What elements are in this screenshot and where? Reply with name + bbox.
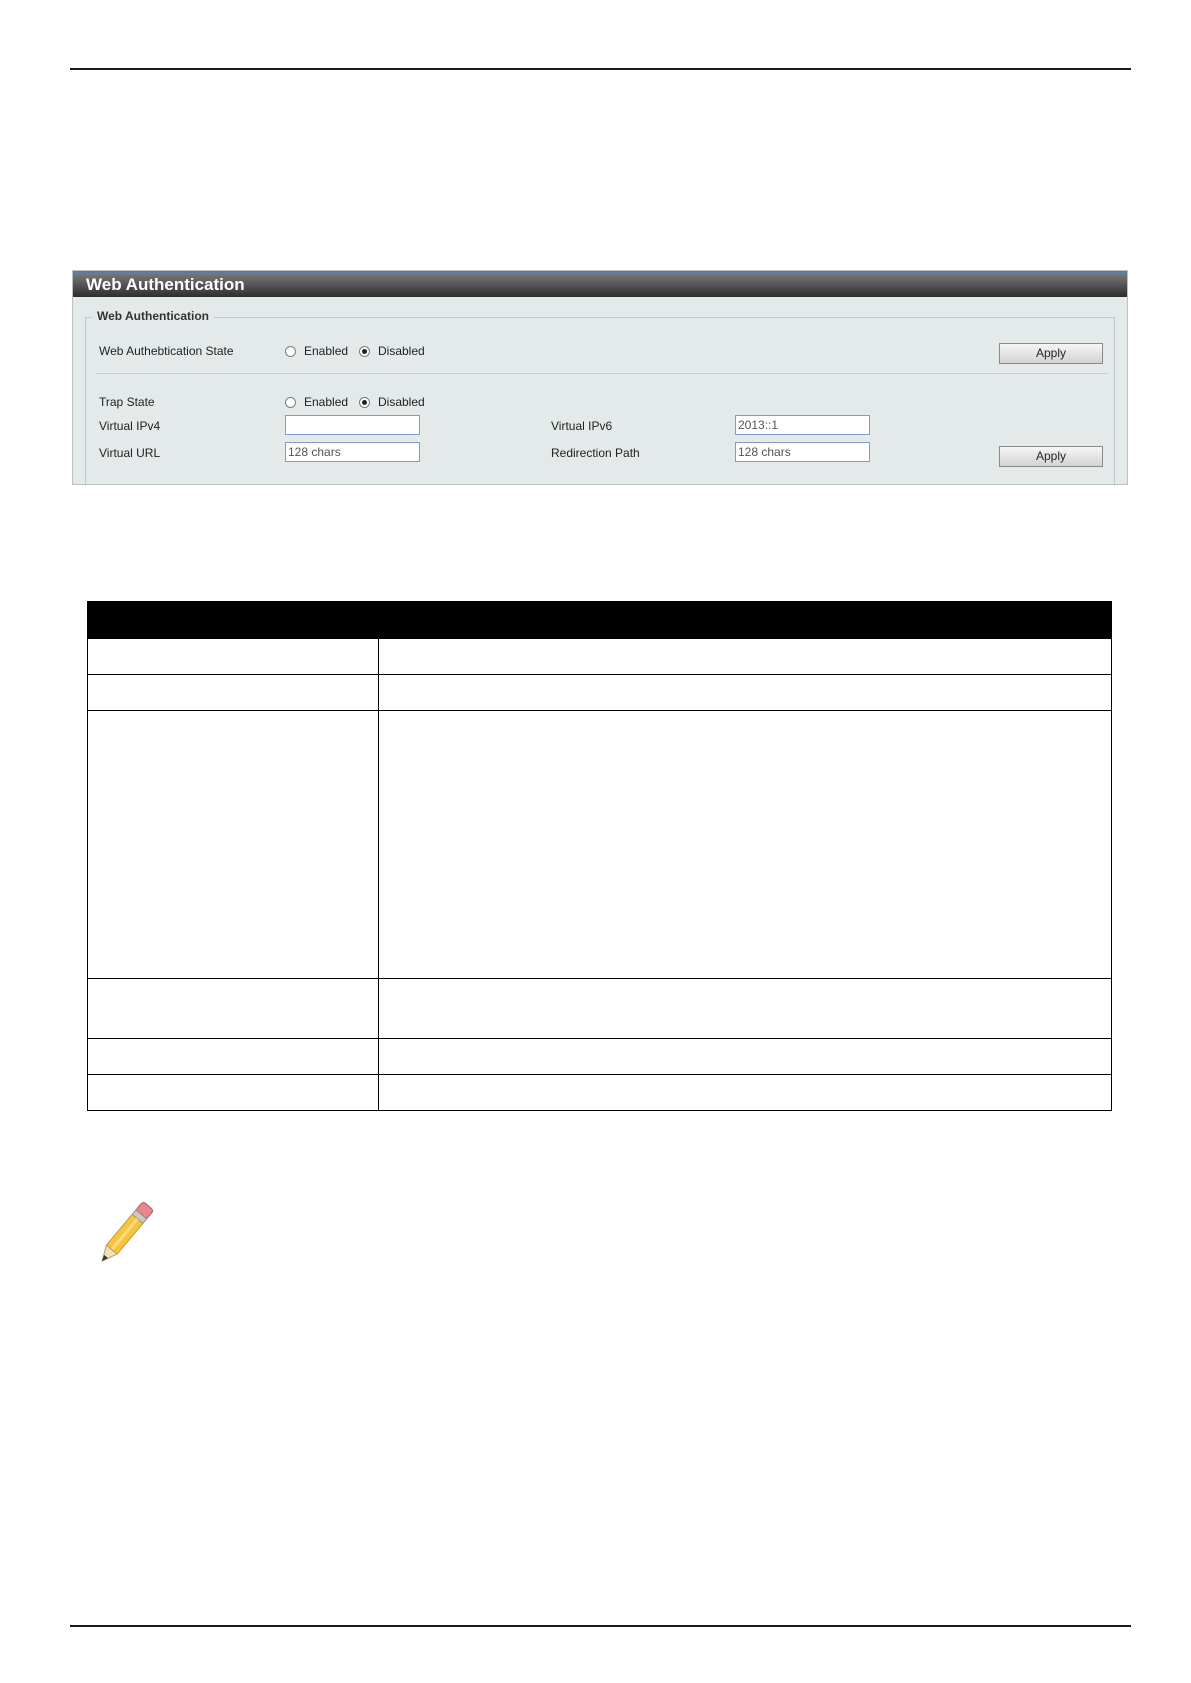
- trap-state-enabled-radio[interactable]: [285, 397, 296, 408]
- table-header-row: [88, 602, 1112, 639]
- section-divider: [96, 373, 1108, 374]
- parameter-table: [87, 601, 1112, 1111]
- table-row: [88, 711, 1112, 979]
- web-auth-state-disabled-label[interactable]: Disabled: [378, 344, 425, 358]
- table-row: [88, 979, 1112, 1039]
- table-row: [88, 639, 1112, 675]
- web-auth-state-disabled-radio[interactable]: [359, 346, 370, 357]
- web-auth-state-enabled-radio[interactable]: [285, 346, 296, 357]
- table-cell: [379, 675, 1112, 711]
- table-row: [88, 1075, 1112, 1111]
- web-authentication-fieldset: [85, 309, 1115, 486]
- table-cell: [88, 1075, 379, 1111]
- table-header-cell: [88, 602, 379, 639]
- table-cell: [379, 1039, 1112, 1075]
- virtual-ipv4-input[interactable]: [285, 415, 420, 435]
- table-header-cell: [379, 602, 1112, 639]
- redirection-path-input[interactable]: 128 chars: [735, 442, 870, 462]
- web-auth-state-enabled-label[interactable]: Enabled: [304, 344, 349, 358]
- table-cell: [379, 1075, 1112, 1111]
- table-cell: [88, 979, 379, 1039]
- table-cell: [88, 1039, 379, 1075]
- table-cell: [379, 979, 1112, 1039]
- table-cell: [88, 675, 379, 711]
- web-authentication-panel: [72, 270, 1128, 485]
- footer-rule: [70, 1625, 1131, 1627]
- pencil-icon: [84, 1195, 164, 1275]
- table-row: [88, 675, 1112, 711]
- apply-settings-button[interactable]: Apply: [999, 446, 1103, 467]
- trap-state-disabled-label[interactable]: Disabled: [378, 395, 425, 409]
- redirection-path-label: Redirection Path: [551, 446, 640, 460]
- web-auth-state-label: Web Authebtication State: [99, 344, 234, 358]
- panel-title: Web Authentication: [73, 271, 1127, 297]
- trap-state-enabled-label[interactable]: Enabled: [304, 395, 349, 409]
- trap-state-disabled-radio[interactable]: [359, 397, 370, 408]
- virtual-ipv6-label: Virtual IPv6: [551, 419, 613, 433]
- table-cell: [379, 639, 1112, 675]
- apply-state-button[interactable]: Apply: [999, 343, 1103, 364]
- table-row: [88, 1039, 1112, 1075]
- table-cell: [379, 711, 1112, 979]
- table-cell: [88, 639, 379, 675]
- virtual-url-input[interactable]: 128 chars: [285, 442, 420, 462]
- fieldset-legend: Web Authentication: [92, 309, 214, 323]
- trap-state-label: Trap State: [99, 395, 155, 409]
- virtual-url-label: Virtual URL: [99, 446, 161, 460]
- virtual-ipv6-input[interactable]: 2013::1: [735, 415, 870, 435]
- header-rule: [70, 68, 1131, 70]
- table-cell: [88, 711, 379, 979]
- virtual-ipv4-label: Virtual IPv4: [99, 419, 161, 433]
